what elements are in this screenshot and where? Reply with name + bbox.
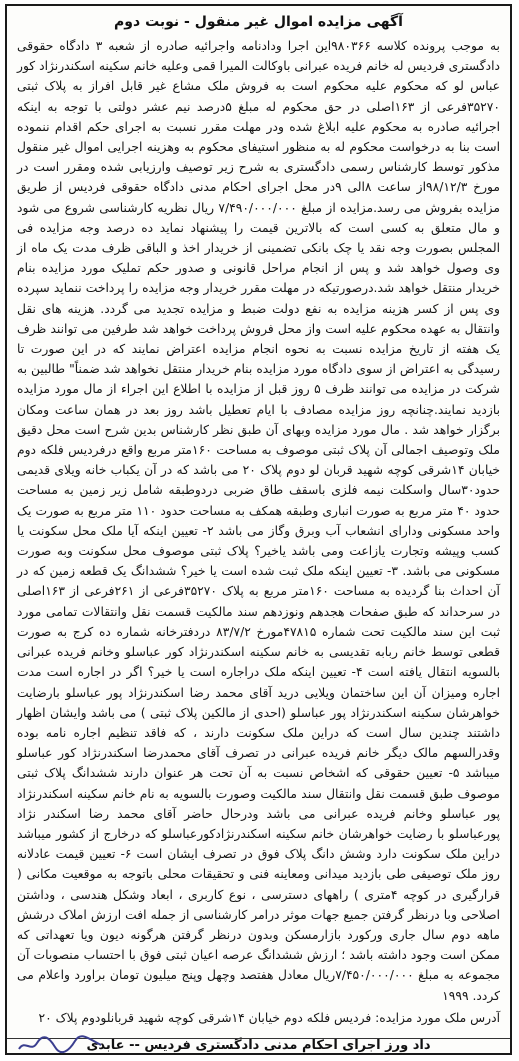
property-address: آدرس ملک مورد مزایده: فردیس فلکه دوم خیابان ۱۴شرقی کوچه شهید قربانلودوم پلاک ۲۰	[38, 1010, 500, 1025]
issuer-signature-line: داد ورز اجرای احکام مدنی دادگستری فردیس -- عابدی	[86, 1037, 431, 1053]
notice-body: به موجب پرونده کلاسه ۹۸۰۳۶۶این اجرا ودادنامه واجرائیه صادره از شعبه ۳ دادگاه حقوقی دادگستری فردیس له خانم فریده عبرانی باوکالت المیرا قمی وعلیه خانم سکینه اسکندرنژاد کور عباس لو که محکوم علیه محکوم است به فروش ملک مشاع غیر قابل افراز به پلاک ثبتی ۳۵۲۷۰فرعی از ۱۶۳اصلی در حق محکوم له مبلغ ۵درصد نیم عشر دولتی با توجه به اینکه اجرائیه صادره به محکوم علیه ابلاغ شده ودر مهلت مقرر نسبت به اجرای حکم اقدام ننموده است بنا به درخواست محکوم له به منظور استیفای محکوم به وهزینه اجرایی اموال غیر منقول مذکور توسط کارشناس رسمی دادگستری به شرح زیر توصیف وارزیابی شده ومقرر است در مورخ ۹۸/۱۲/۳از ساعت ۸الی ۹در محل اجرای احکام مدنی دادگاه حقوقی فردیس از طریق مزایده بفروش می رسد.مزایده از مبلغ ۷/۴۹۰/۰۰۰/۰۰۰ ریال نظریه کارشناسی شروع می شود و مال متعلق به کسی است که بالاترین قیمت را پیشنهاد نماید ده درصد وجه مزایده فی المجلس بصورت وجه نقد یا چک بانکی تضمینی از خریدار اخذ و الباقی ظرف مدت یک ماه از وی وصول خواهد شد و پس از انجام مراحل قانونی و صدور حکم تملیک مورد مزایده بنام خریدار منتقل خواهد شد.درصورتیکه در مهلت مقرر خریدار وجه مزایده را پرداخت ننماید سپرده وی پس از کسر هزینه مزایده به نفع دولت ضبط و مزایده تجدید می گردد. هزینه های نقل وانتقال به عهده محکوم علیه است واز محل فروش پرداخت خواهد شد طرفین می توانند ظرف یک هفته از تاریخ مزایده نسبت به نحوه انجام مزایده اعتراض نمایند که در این صورت تا رسیدگی به اعتراض از سوی دادگاه مورد مزایده بنام خریدار منتقل نخواهد شد ضمناً" طالبین به شرکت در مزایده می توانند ظرف ۵ روز قبل از مزایده با اطلاع این اجراء از مال مورد مزایده بازدید نمایند.چنانچه روز مزایده مصادف با ایام تعطیل باشد روز بعد در همان ساعت ومکان برگزار خواهد شد . مال مورد مزایده وبهای آن طبق نظر کارشناس بدین شرح است محل دقیق ملک وتوصیف اجمالی آن پلاک ثبتی موصوف به مساحت ۱۶۰متر مربع واقع درفردیس فلکه دوم خیابان ۱۴شرقی کوچه شهید قربان لو دوم پلاک ۲۰ می باشد که در آن یکباب خانه ویلای قدیمی حدود۳۰سال واسکلت نیمه فلزی باسقف طاق ضربی دردوطبقه شامل زیر زمین به مساحت حدود ۴۰ متر مربع به صورت انباری وطبقه همکف به مساحت حدود ۱۱۰ متر مربع به صورت یک واحد مسکونی ودارای انشعاب آب وبرق وگاز می باشد ۲- تعیین اینکه آیا ملک محل سکونت یا کسب وپیشه وتجارت یازاعت ومی باشد یاخیر؟ پلاک ثبتی موصوف محل سکونت وبه صورت مسکونی می باشد. ۳- تعیین اینکه ملک ثبت شده است یا خیر؟ ششدانگ یک قطعه زمین که در آن احداث بنا گردیده به مساحت ۱۶۰متر مربع به پلاک ۳۵۲۷۰فرعی از ۲۶۱فرعی از ۱۶۳اصلی در سرحداند که طبق صفحات هجدهم ونوزدهم سند مالکیت قسمت نقل وانتقالات تمامی مورد ثبت این سند مالکیت تحت شماره ۴۷۸۱۵مورخ ۸۳/۷/۲ دردفترخانه شماره ده کرج به صورت قطعی توسط خانم ربابه تقدیسی به خانم سکینه اسکندرنژاد کور عباسلو وخانم فریده عبرانی بالسویه انتقال یافته است ۴- تعیین اینکه ملک دراجاره است یا خیر؟ اگر در اجاره است مدت اجاره ومیزان آن این ساختمان ویلایی درید آقای محمد رضا اسکندرنژاد پور عباسلو بارضایت خواهرشان سکینه اسکندرنژاد پور عباسلو (احدی از مالکین پلاک ثبتی ) می باشد وایشان اظهار داشتند چندین سال است که دراین ملک سکونت دارند ، که فاقد تنظیم اجاره نامه بوده وقدرالسهم مالک دیگر خانم فریده عبرانی در تصرف آقای محمدرضا اسکندرنژاد کور عباسلو میباشد ۵- تعیین حقوقی که اشخاص نسبت به آن تحت هر عنوان دارند ششدانگ پلاک ثبتی موصوف طبق قسمت نقل وانتقال سند مالکیت وصورت بالسویه به نام خانم سکینه اسکندرنژاد پور عباسلو وخانم فریده عبرانی می باشد ودرحال حاضر آقای محمد رضا اسکندر نژاد پورعباسلو با رضایت خواهرشان خانم سکینه اسکندرنژادکورعباسلو که درخارج از کشور میباشد دراین ملک سکونت دارد وشش دانگ پلاک فوق در تصرف ایشان است ۶- تعیین قیمت عادلانه روز ملک توصیفی طی بازدید میدانی ومعاینه فنی و تحقیقات محلی باتوجه به موقعیت مکانی ( قرارگیری در کوچه ۴متری ) راههای دسترسی ، نوع کاربری ، ابعاد وشکل هندسی ، وداشتن اصلاحی وبا درنظر گرفتن جمیع جهات موثر درامر کارشناسی از جمله افت ارزش املاک درشش ماهه دوم سال جاری ورکورد بازارمسکن وبدون درنظر گرفتن هرگونه دیون ویا تعهداتی که ممکن است وجود داشته باشد ؛ ارزش ششدانگ عرصه اعیان ثبتی فوق با احتساب منصوبات آن مجموعه به مبلغ ۷/۴۵۰/۰۰۰/۰۰۰ریال معادل هفتصد وچهل وپنج میلیون تومان براورد واعلام می کردد. ۱۹۹۹	[17, 39, 501, 1003]
handwritten-mark	[15, 1033, 105, 1055]
auction-notice	[5, 4, 512, 1055]
notice-title: آگهی مزایده اموال غیر منقول - نوبت دوم	[114, 14, 403, 30]
